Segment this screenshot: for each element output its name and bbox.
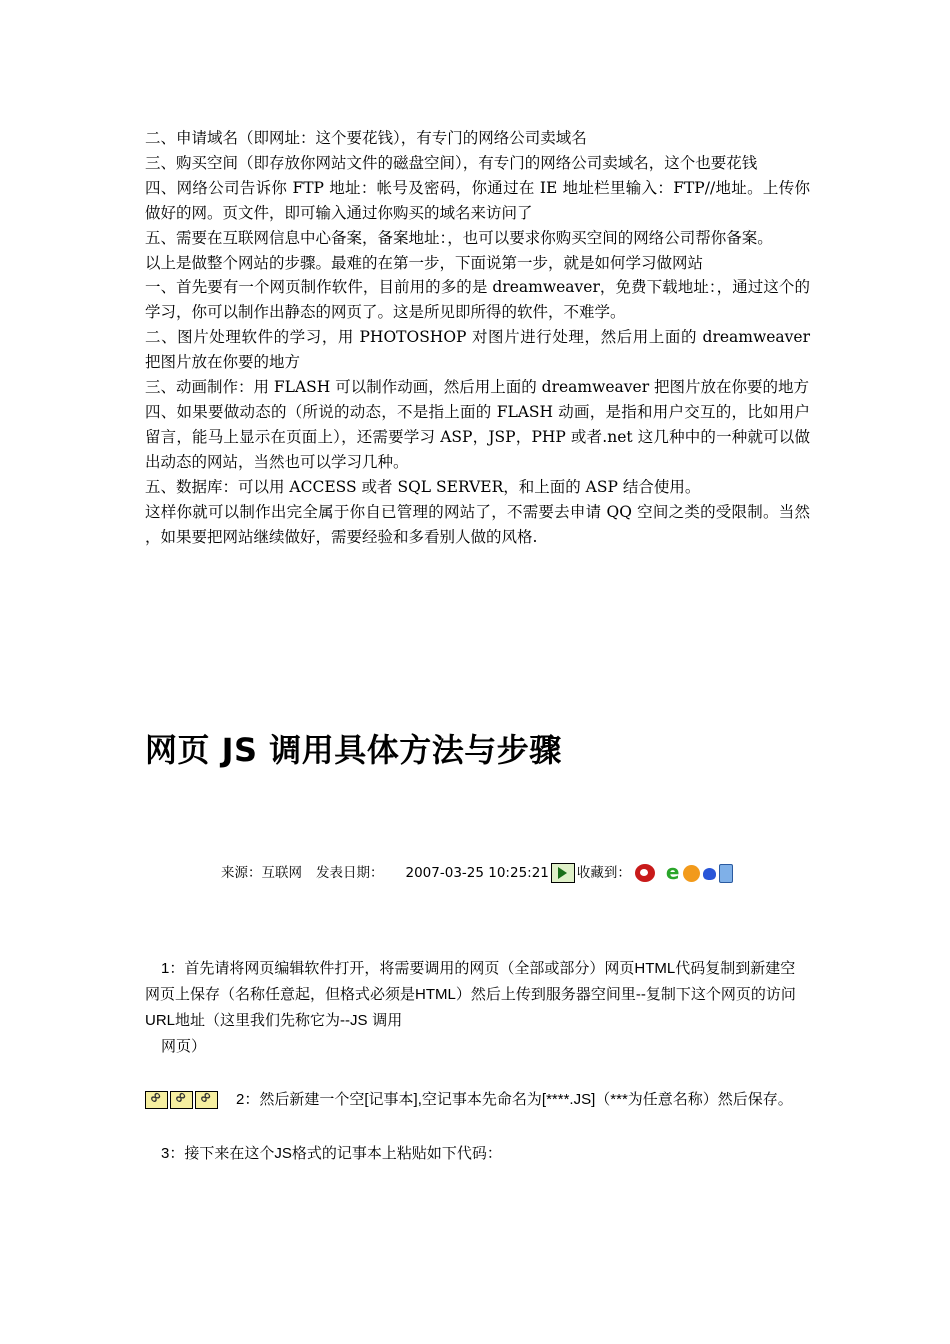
intro-paragraph: 五、数据库：可以用 ACCESS 或者 SQL SERVER，和上面的 ASP 结合使用。 bbox=[145, 477, 701, 496]
intro-paragraph: 二、申请域名（即网址：这个要花钱），有专门的网络公司卖域名 bbox=[145, 129, 587, 147]
source-value: 互联网 bbox=[261, 865, 302, 881]
link-icon[interactable] bbox=[145, 1091, 168, 1109]
link-icons bbox=[145, 1088, 220, 1113]
collect-arrow-icon[interactable] bbox=[551, 863, 575, 883]
step-number: 2： bbox=[236, 1090, 260, 1108]
bookmark-label: 收藏到： bbox=[576, 865, 631, 881]
orange-bookmark-icon[interactable] bbox=[683, 865, 700, 882]
article-title: 网页 JS 调用具体方法与步骤 bbox=[145, 731, 562, 769]
source-label: 来源： bbox=[221, 865, 262, 881]
intro-paragraph: 四、如果要做动态的（所说的动态，不是指上面的 FLASH 动画，是指和用户交互的，比如用户留言，能马上显示在页面上），还需要学习 ASP，JSP，PHP 或者.net 这几种中的一种就可以做出动态的网站，当然也可以学习几种。 bbox=[145, 402, 810, 471]
intro-paragraph: 以上是做整个网站的步骤。最难的在第一步，下面说第一步，就是如何学习做网站 bbox=[145, 253, 704, 272]
sina-bookmark-icon[interactable] bbox=[635, 864, 655, 882]
link-icon[interactable] bbox=[170, 1091, 193, 1109]
date-label: 发表日期： bbox=[316, 865, 384, 881]
step-1-tail: 网页） bbox=[161, 1036, 207, 1055]
intro-paragraph: 一、首先要有一个网页制作软件，目前用的多的是 dreamweaver，免费下载地址：，通过这个的学习，你可以制作出静态的网页了。这是所见即所得的软件，不难学。 bbox=[145, 278, 810, 322]
step-number: 1： bbox=[161, 960, 185, 977]
intro-paragraph: 二、图片处理软件的学习，用 PHOTOSHOP 对图片进行处理，然后用上面的 dreamweaver 把图片放在你要的地方 bbox=[145, 328, 810, 372]
intro-paragraph: 五、需要在互联网信息中心备案，备案地址：，也可以要求你购买空间的网络公司帮你备案。 bbox=[145, 228, 773, 247]
link-icon[interactable] bbox=[195, 1091, 218, 1109]
step-2: ∞∞∞2：然后新建一个空[记事本],空记事本先命名为[****.JS]（***为任意名称）然后保存。 bbox=[145, 1087, 805, 1113]
publish-date: 2007-03-25 10:25:21 bbox=[405, 865, 549, 881]
article-meta bbox=[221, 861, 733, 885]
e-bookmark-icon[interactable] bbox=[665, 865, 682, 882]
baidu-bookmark-icon[interactable] bbox=[701, 865, 718, 882]
blue-bookmark-icon[interactable] bbox=[719, 864, 733, 883]
step-3: 3：接下来在这个JS格式的记事本上粘贴如下代码： bbox=[161, 1143, 502, 1162]
intro-paragraph: 三、动画制作：用 FLASH 可以制作动画，然后用上面的 dreamweaver 把图片放在你要的地方 bbox=[145, 378, 810, 397]
article-body bbox=[145, 956, 805, 1167]
intro-paragraph: 三、购买空间（即存放你网站文件的磁盘空间），有专门的网络公司卖域名，这个也要花钱 bbox=[145, 153, 758, 172]
intro-paragraph: 这样你就可以制作出完全属于你自已管理的网站了，不需要去申请 QQ 空间之类的受限制。当然 ，如果要把网站继续做好，需要经验和多看别人做的风格. bbox=[145, 502, 810, 546]
intro-section bbox=[145, 126, 810, 549]
intro-paragraph: 四、网络公司告诉你 FTP 地址：帐号及密码，你通过在 IE 地址栏里输入：FTP//地址。上传你做好的网。页文件，即可输入通过你购买的域名来访问了 bbox=[145, 178, 810, 222]
step-1: 1：首先请将网页编辑软件打开，将需要调用的网页（全部或部分）网页HTML代码复制到新建空网页上保存（名称任意起，但格式必须是HTML）然后上传到服务器空间里--复制下这个网页的访问URL地址（这里我们先称它为--JS 调用 bbox=[145, 959, 796, 1029]
step-number: 3： bbox=[161, 1144, 185, 1162]
